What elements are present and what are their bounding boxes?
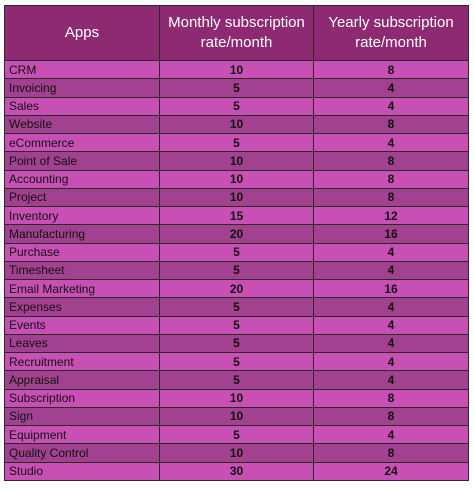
subscription-pricing-table: [4, 5, 469, 481]
monthly-rate-cell: 10: [160, 115, 314, 133]
app-name-cell: Recruitment: [5, 353, 160, 371]
yearly-rate-cell: 4: [314, 353, 469, 371]
table-row: [5, 371, 469, 389]
app-name-cell: Sign: [5, 407, 160, 425]
monthly-rate-cell: 10: [160, 389, 314, 407]
yearly-rate-cell: 4: [314, 371, 469, 389]
yearly-rate-cell: 8: [314, 444, 469, 462]
app-name-cell: Quality Control: [5, 444, 160, 462]
monthly-rate-cell: 5: [160, 316, 314, 334]
app-name-cell: Timesheet: [5, 261, 160, 279]
table-row: [5, 353, 469, 371]
table-row: [5, 152, 469, 170]
table-row: [5, 115, 469, 133]
monthly-rate-cell: 10: [160, 444, 314, 462]
table-row: [5, 298, 469, 316]
table-row: [5, 280, 469, 298]
yearly-rate-cell: 4: [314, 316, 469, 334]
table-row: [5, 97, 469, 115]
app-name-cell: Purchase: [5, 243, 160, 261]
monthly-rate-cell: 5: [160, 298, 314, 316]
yearly-rate-cell: 8: [314, 152, 469, 170]
app-name-cell: Manufacturing: [5, 225, 160, 243]
app-name-cell: Sales: [5, 97, 160, 115]
yearly-rate-cell: 4: [314, 134, 469, 152]
yearly-rate-cell: 4: [314, 298, 469, 316]
yearly-rate-cell: 4: [314, 97, 469, 115]
yearly-rate-cell: 8: [314, 188, 469, 206]
monthly-rate-cell: 10: [160, 152, 314, 170]
app-name-cell: eCommerce: [5, 134, 160, 152]
monthly-rate-cell: 5: [160, 97, 314, 115]
monthly-rate-cell: 20: [160, 225, 314, 243]
table-row: [5, 316, 469, 334]
app-name-cell: Website: [5, 115, 160, 133]
pricing-table-container: [4, 5, 469, 481]
yearly-rate-cell: 16: [314, 280, 469, 298]
monthly-rate-cell: 10: [160, 407, 314, 425]
table-row: [5, 207, 469, 225]
yearly-rate-cell: 8: [314, 407, 469, 425]
table-row: [5, 261, 469, 279]
app-name-cell: Inventory: [5, 207, 160, 225]
monthly-rate-cell: 5: [160, 243, 314, 261]
monthly-rate-cell: 10: [160, 170, 314, 188]
header-apps: Apps: [5, 6, 160, 61]
app-name-cell: Email Marketing: [5, 280, 160, 298]
yearly-rate-cell: 4: [314, 334, 469, 352]
table-row: [5, 334, 469, 352]
app-name-cell: Invoicing: [5, 79, 160, 97]
header-row: [5, 6, 469, 61]
table-header: [5, 6, 469, 61]
yearly-rate-cell: 24: [314, 462, 469, 480]
yearly-rate-cell: 8: [314, 389, 469, 407]
app-name-cell: Events: [5, 316, 160, 334]
monthly-rate-cell: 10: [160, 61, 314, 79]
table-row: [5, 426, 469, 444]
header-yearly-rate: Yearly subscription rate/month: [314, 6, 469, 61]
table-row: [5, 188, 469, 206]
monthly-rate-cell: 20: [160, 280, 314, 298]
yearly-rate-cell: 4: [314, 261, 469, 279]
app-name-cell: Appraisal: [5, 371, 160, 389]
table-row: [5, 462, 469, 480]
table-row: [5, 407, 469, 425]
table-row: [5, 170, 469, 188]
table-row: [5, 444, 469, 462]
monthly-rate-cell: 5: [160, 371, 314, 389]
table-row: [5, 225, 469, 243]
monthly-rate-cell: 5: [160, 261, 314, 279]
table-body: [5, 61, 469, 481]
monthly-rate-cell: 5: [160, 426, 314, 444]
yearly-rate-cell: 12: [314, 207, 469, 225]
app-name-cell: Accounting: [5, 170, 160, 188]
yearly-rate-cell: 16: [314, 225, 469, 243]
yearly-rate-cell: 8: [314, 115, 469, 133]
monthly-rate-cell: 5: [160, 353, 314, 371]
table-row: [5, 389, 469, 407]
monthly-rate-cell: 15: [160, 207, 314, 225]
table-row: [5, 79, 469, 97]
monthly-rate-cell: 5: [160, 79, 314, 97]
monthly-rate-cell: 10: [160, 188, 314, 206]
monthly-rate-cell: 30: [160, 462, 314, 480]
app-name-cell: Expenses: [5, 298, 160, 316]
yearly-rate-cell: 8: [314, 61, 469, 79]
app-name-cell: Leaves: [5, 334, 160, 352]
header-monthly-rate: Monthly subscription rate/month: [160, 6, 314, 61]
app-name-cell: Point of Sale: [5, 152, 160, 170]
yearly-rate-cell: 4: [314, 79, 469, 97]
app-name-cell: CRM: [5, 61, 160, 79]
app-name-cell: Equipment: [5, 426, 160, 444]
table-row: [5, 61, 469, 79]
app-name-cell: Project: [5, 188, 160, 206]
app-name-cell: Studio: [5, 462, 160, 480]
monthly-rate-cell: 5: [160, 334, 314, 352]
table-row: [5, 243, 469, 261]
app-name-cell: Subscription: [5, 389, 160, 407]
yearly-rate-cell: 8: [314, 170, 469, 188]
table-row: [5, 134, 469, 152]
monthly-rate-cell: 5: [160, 134, 314, 152]
yearly-rate-cell: 4: [314, 426, 469, 444]
yearly-rate-cell: 4: [314, 243, 469, 261]
